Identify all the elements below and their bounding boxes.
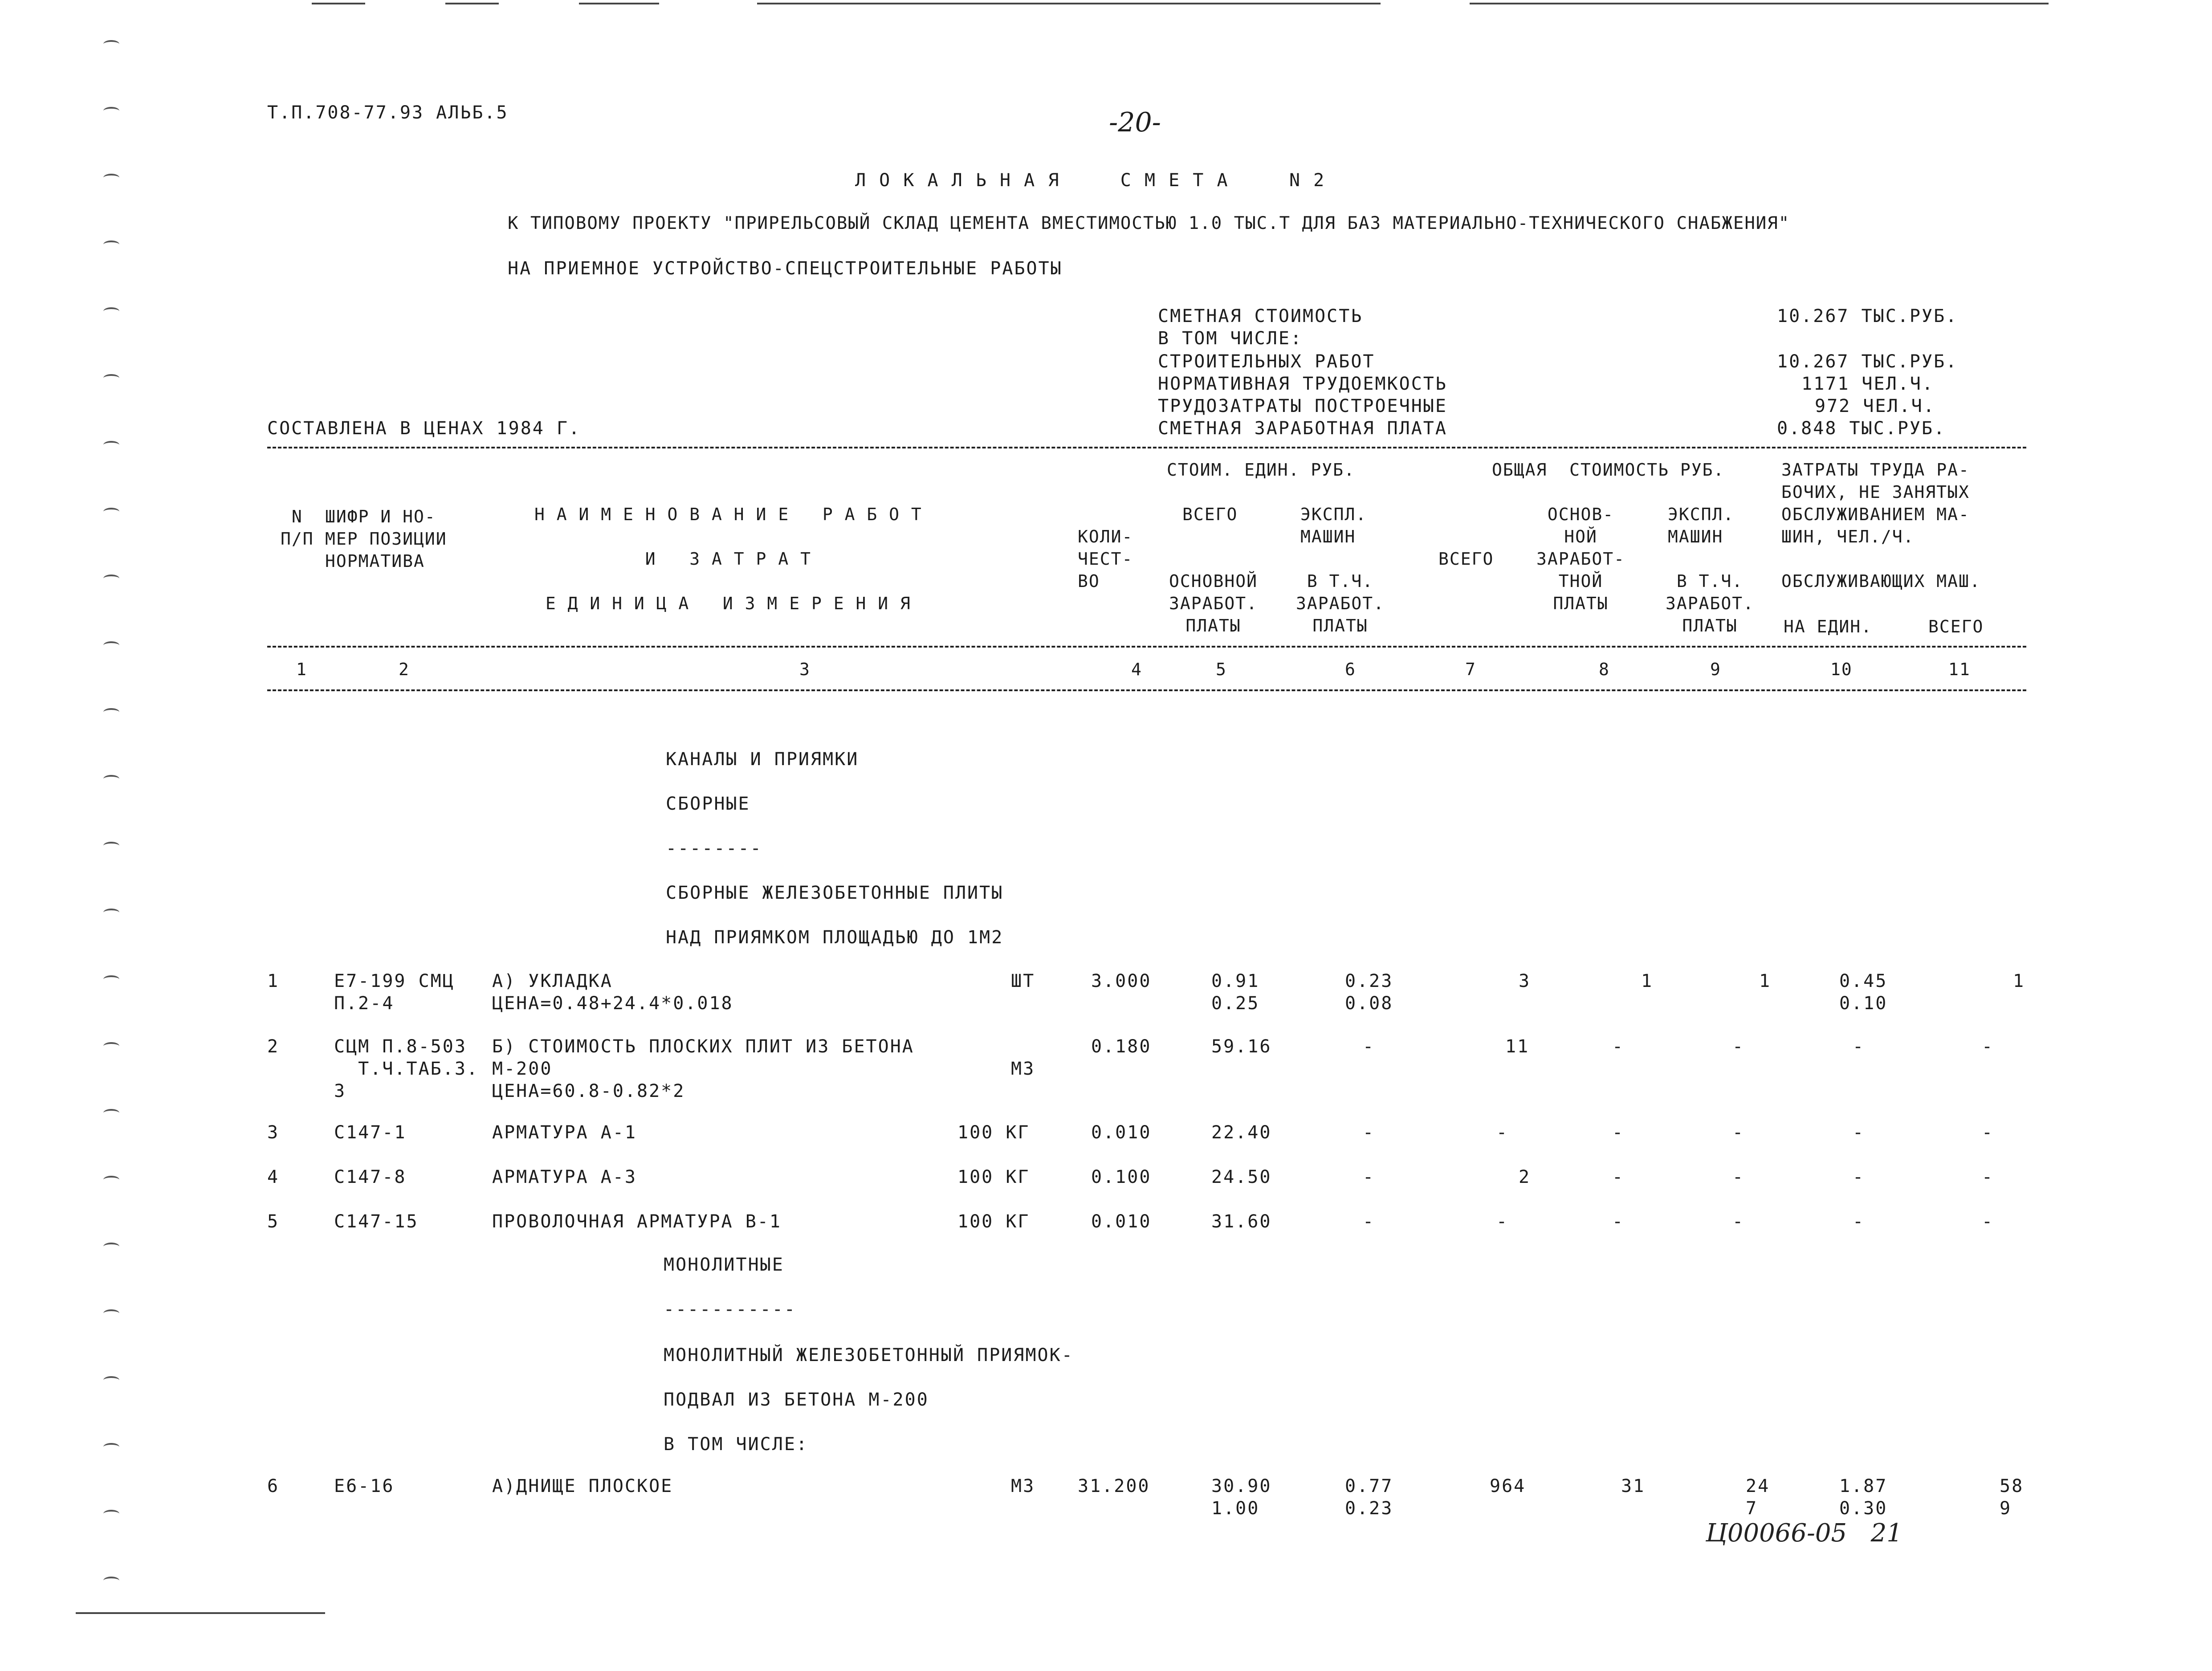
section-heading: НАД ПРИЯМКОМ ПЛОЩАДЬЮ ДО 1М2 — [666, 927, 1004, 948]
row-number: 4 — [267, 1167, 280, 1187]
header-col-9b: В Т.Ч. ЗАРАБОТ. ПЛАТЫ — [1666, 571, 1755, 636]
header-labor-machines: ОБСЛУЖИВАЮЩИХ МАШ. — [1781, 571, 1981, 591]
row-machines: - — [1363, 1036, 1375, 1057]
col-number: 4 — [1131, 660, 1142, 679]
page-number: -20- — [1109, 107, 1161, 138]
prices-note: СОСТАВЛЕНА В ЦЕНАХ 1984 Г. — [267, 418, 581, 439]
header-col-5: ВСЕГО — [1182, 505, 1238, 524]
row-qty: 0.010 — [1091, 1122, 1152, 1143]
section-heading: СБОРНЫЕ — [666, 794, 750, 814]
row-wages: - — [1612, 1036, 1625, 1057]
row-labor-unit: 1.87 0.30 — [1839, 1476, 1888, 1519]
row-total: - — [1496, 1122, 1509, 1143]
summary-label: СТРОИТЕЛЬНЫХ РАБОТ — [1158, 351, 1375, 372]
row-wages: - — [1612, 1211, 1625, 1232]
row-labor-unit: - — [1853, 1211, 1865, 1232]
row-labor-unit: 0.45 0.10 — [1839, 971, 1888, 1014]
col-number: 6 — [1345, 660, 1356, 679]
section-heading: МОНОЛИТНЫЕ — [664, 1255, 784, 1275]
section-divider: -------- — [666, 838, 762, 859]
row-labor-total: - — [1982, 1122, 1994, 1143]
header-col-4: КОЛИ- ЧЕСТ- ВО — [1078, 527, 1133, 591]
row-total: - — [1496, 1211, 1509, 1232]
row-name: А)ДНИЩЕ ПЛОСКОЕ — [492, 1476, 673, 1496]
row-total: 11 — [1505, 1036, 1530, 1057]
row-unit: М3 — [1011, 1059, 1035, 1079]
section-heading: КАНАЛЫ И ПРИЯМКИ — [666, 749, 859, 770]
row-labor-total: - — [1982, 1036, 1994, 1057]
header-col-8: ОСНОВ- НОЙ ЗАРАБОТ- ТНОЙ ПЛАТЫ — [1536, 505, 1625, 613]
table-row — [267, 970, 2049, 1015]
row-qty: 0.010 — [1091, 1211, 1152, 1232]
header-col-7: ВСЕГО — [1438, 549, 1494, 569]
row-labor-unit: - — [1853, 1167, 1865, 1187]
header-col-3: Н А И М Е Н О В А Н И Е Р А Б О Т И З А Т Р А Т Е Д И Н И Ц А И З М Е Р Е Н И Я — [534, 505, 922, 613]
col-number: 3 — [799, 660, 811, 679]
col-number: 7 — [1465, 660, 1476, 679]
row-machines-total: 24 7 — [1746, 1476, 1770, 1519]
row-number: 3 — [267, 1122, 280, 1143]
row-code: Е6-16 — [334, 1476, 395, 1496]
header-col-6b: В Т.Ч. ЗАРАБОТ. ПЛАТЫ — [1296, 571, 1385, 636]
row-name: Б) СТОИМОСТЬ ПЛОСКИХ ПЛИТ ИЗ БЕТОНА М-200 ЦЕНА=60.8-0.82*2 — [492, 1036, 914, 1101]
summary-label: В ТОМ ЧИСЛЕ: — [1158, 328, 1303, 349]
summary-value: 10.267 ТЫС.РУБ. — [1777, 306, 1958, 326]
section-title: НА ПРИЕМНОЕ УСТРОЙСТВО-СПЕЦСТРОИТЕЛЬНЫЕ РАБОТЫ — [508, 258, 1063, 279]
row-code: Е7-199 СМЦ П.2-4 — [334, 971, 455, 1014]
row-name: АРМАТУРА А-3 — [492, 1167, 637, 1187]
table-row — [267, 1121, 2049, 1166]
row-machines-total: - — [1732, 1122, 1745, 1143]
summary-label: СМЕТНАЯ СТОИМОСТЬ — [1158, 306, 1363, 326]
table-rule — [267, 447, 2026, 448]
row-labor-unit: - — [1853, 1122, 1865, 1143]
row-number: 6 — [267, 1476, 280, 1496]
row-total: 964 — [1490, 1476, 1526, 1496]
row-labor-unit: - — [1853, 1036, 1865, 1057]
summary-value: 0.848 ТЫС.РУБ. — [1777, 418, 1946, 439]
row-wages: - — [1612, 1167, 1625, 1187]
col-number: 10 — [1830, 660, 1853, 679]
row-wages: 1 — [1641, 971, 1654, 991]
row-labor-total: 58 9 — [2000, 1476, 2024, 1519]
row-code: СЦМ П.8-503 Т.Ч.ТАБ.3. 3 — [334, 1036, 479, 1101]
header-col-5b: ОСНОВНОЙ ЗАРАБОТ. ПЛАТЫ — [1169, 571, 1258, 636]
col-number: 2 — [399, 660, 410, 679]
row-unit-cost: 24.50 — [1211, 1167, 1272, 1187]
row-wages: 31 — [1621, 1476, 1646, 1496]
row-qty: 31.200 — [1078, 1476, 1150, 1496]
row-name: АРМАТУРА А-1 — [492, 1122, 637, 1143]
table-row — [267, 1166, 2049, 1210]
row-number: 5 — [267, 1211, 280, 1232]
document-subtitle: К ТИПОВОМУ ПРОЕКТУ "ПРИРЕЛЬСОВЫЙ СКЛАД ЦЕМЕНТА ВМЕСТИМОСТЬЮ 1.0 ТЫС.Т ДЛЯ БАЗ МАТЕРИАЛЬНО-ТЕХНИЧЕСКОГО СНАБЖЕНИЯ" — [508, 213, 1790, 233]
header-col-6: ЭКСПЛ. МАШИН — [1300, 505, 1367, 546]
row-unit: 100 КГ — [957, 1122, 1030, 1143]
row-unit: 100 КГ — [957, 1167, 1030, 1187]
table-rule — [267, 689, 2026, 691]
document-title: Л О К А Л Ь Н А Я С М Е Т А N 2 — [855, 170, 1326, 191]
section-heading: СБОРНЫЕ ЖЕЛЕЗОБЕТОННЫЕ ПЛИТЫ — [666, 883, 1004, 903]
row-qty: 0.180 — [1091, 1036, 1152, 1057]
col-number: 11 — [1948, 660, 1971, 679]
row-unit: ШТ — [1011, 971, 1035, 991]
row-qty: 3.000 — [1091, 971, 1152, 991]
row-code: С147-1 — [334, 1122, 407, 1143]
row-name: А) УКЛАДКА ЦЕНА=0.48+24.4*0.018 — [492, 971, 733, 1014]
row-unit: 100 КГ — [957, 1211, 1030, 1232]
section-heading: ПОДВАЛ ИЗ БЕТОНА М-200 — [664, 1390, 929, 1410]
row-machines: 0.23 0.08 — [1345, 971, 1393, 1014]
col-number: 8 — [1599, 660, 1610, 679]
bottom-rule — [76, 1612, 325, 1614]
row-number: 2 — [267, 1036, 280, 1057]
row-machines-total: 1 — [1759, 971, 1772, 991]
header-col-2: ШИФР И НО- МЕР ПОЗИЦИИ НОРМАТИВА — [325, 507, 447, 571]
row-unit-cost: 0.91 0.25 — [1211, 971, 1260, 1014]
summary-value: 972 ЧЕЛ.Ч. — [1815, 396, 1935, 416]
table-row — [267, 1475, 2049, 1520]
row-machines-total: - — [1732, 1167, 1745, 1187]
row-machines: - — [1363, 1211, 1375, 1232]
summary-label: НОРМАТИВНАЯ ТРУДОЕМКОСТЬ — [1158, 374, 1447, 394]
summary-label: ТРУДОЗАТРАТЫ ПОСТРОЕЧНЫЕ — [1158, 396, 1447, 416]
row-machines: - — [1363, 1122, 1375, 1143]
section-heading: В ТОМ ЧИСЛЕ: — [664, 1434, 808, 1455]
row-machines: 0.77 0.23 — [1345, 1476, 1393, 1519]
table-row — [267, 1035, 2049, 1107]
header-col-9: ЭКСПЛ. МАШИН — [1668, 505, 1735, 546]
summary-value: 1171 ЧЕЛ.Ч. — [1801, 374, 1934, 394]
row-unit: М3 — [1011, 1476, 1035, 1496]
header-col-1: N П/П — [281, 507, 314, 549]
row-labor-total: 1 — [2013, 971, 2025, 991]
header-labor: ЗАТРАТЫ ТРУДА РА- БОЧИХ, НЕ ЗАНЯТЫХ ОБСЛУЖИВАНИЕМ МА- ШИН, ЧЕЛ./Ч. — [1781, 460, 1970, 546]
col-number: 5 — [1216, 660, 1227, 679]
table-row — [267, 1210, 2049, 1255]
table-rule — [267, 646, 2026, 648]
row-labor-total: - — [1982, 1167, 1994, 1187]
row-name: ПРОВОЛОЧНАЯ АРМАТУРА В-1 — [492, 1211, 782, 1232]
row-unit-cost: 59.16 — [1211, 1036, 1272, 1057]
header-col-11: ВСЕГО — [1928, 617, 1984, 636]
section-divider: ----------- — [664, 1299, 796, 1320]
row-number: 1 — [267, 971, 280, 991]
row-unit-cost: 22.40 — [1211, 1122, 1272, 1143]
row-wages: - — [1612, 1122, 1625, 1143]
row-unit-cost: 30.90 1.00 — [1211, 1476, 1272, 1519]
row-machines-total: - — [1732, 1211, 1745, 1232]
row-machines-total: - — [1732, 1036, 1745, 1057]
row-total: 2 — [1519, 1167, 1531, 1187]
row-unit-cost: 31.60 — [1211, 1211, 1272, 1232]
row-code: С147-15 — [334, 1211, 419, 1232]
row-labor-total: - — [1982, 1211, 1994, 1232]
header-unit-cost: СТОИМ. ЕДИН. РУБ. — [1167, 460, 1355, 480]
header-total-cost: ОБЩАЯ СТОИМОСТЬ РУБ. — [1492, 460, 1725, 480]
col-number: 9 — [1710, 660, 1721, 679]
col-number: 1 — [296, 660, 307, 679]
row-total: 3 — [1519, 971, 1531, 991]
section-heading: МОНОЛИТНЫЙ ЖЕЛЕЗОБЕТОННЫЙ ПРИЯМОК- — [664, 1345, 1074, 1365]
header-col-10: НА ЕДИН. — [1784, 617, 1873, 636]
row-code: С147-8 — [334, 1167, 407, 1187]
archive-stamp: Ц00066-05 21 — [1706, 1519, 1902, 1548]
summary-label: СМЕТНАЯ ЗАРАБОТНАЯ ПЛАТА — [1158, 418, 1447, 439]
row-machines: - — [1363, 1167, 1375, 1187]
row-qty: 0.100 — [1091, 1167, 1152, 1187]
doc-reference: Т.П.708-77.93 АЛЬБ.5 — [267, 102, 509, 123]
summary-value: 10.267 ТЫС.РУБ. — [1777, 351, 1958, 372]
